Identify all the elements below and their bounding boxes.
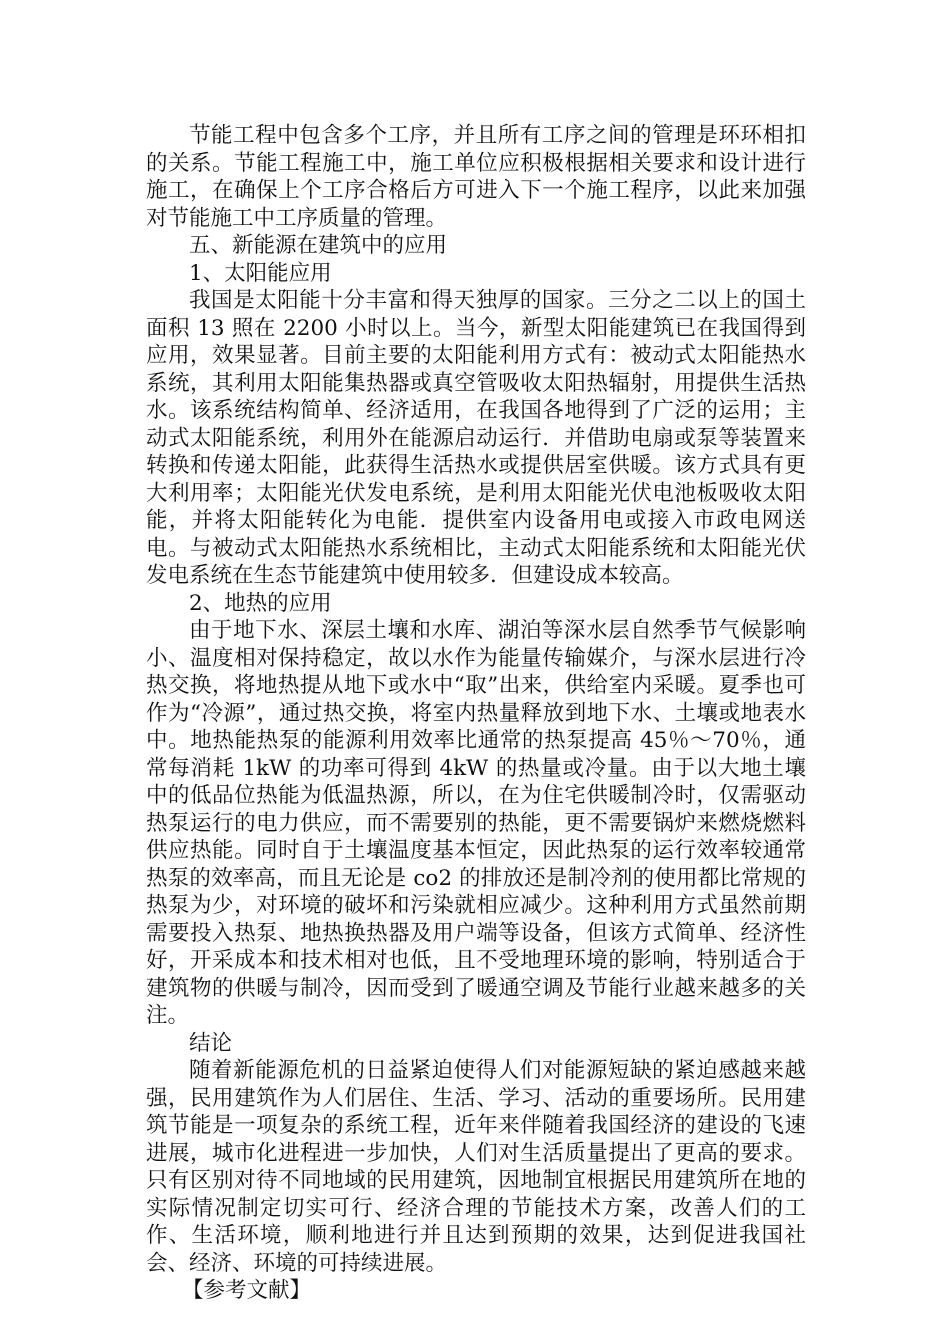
paragraph-solar: 我国是太阳能十分丰富和得天独厚的国家。三分之二以上的国土面积 13 照在 2200 小时以上。当今，新型太阳能建筑已在我国得到应用，效果显著。目前主要的太阳能利用方式有：被动式太阳能热水系统，其利用太阳能集热器或真空管吸收太阳热辐射，用提供生活热水。该系统结构简单、经济适用，在我国各地得到了广泛的运用；主动式太阳能系统，利用外在能源启动运行．并借助电扇或泵等装置来转换和传递太阳能，此获得生活热水或提供居室供暖。该方式具有更大利用率；太阳能光伏发电系统，是利用太阳能光伏电池板吸收太阳能，并将太阳能转化为电能．提供室内设备用电或接入市政电网送电。与被动式太阳能热水系统相比，主动式太阳能系统和太阳能光伏发电系统在生态节能建筑中使用较多．但建设成本较高。 [146, 288, 806, 588]
heading-references: 【参考文献】 [182, 1278, 312, 1303]
paragraph-process-management: 节能工程中包含多个工序，并且所有工序之间的管理是环环相扣的关系。节能工程施工中，施工单位应积极根据相关要求和设计进行施工，在确保上个工序合格后方可进入下一个施工程序，以此来加强对节能施工中工序质量的管理。 [146, 123, 806, 231]
subheading-solar: 1、太阳能应用 [189, 260, 332, 286]
paragraph-conclusion: 随着新能源危机的日益紧迫使得人们对能源短缺的紧迫感越来越强，民用建筑作为人们居住、生活、学习、活动的重要场所。民用建筑节能是一项复杂的系统工程，近年来伴随着我国经济的建设的飞速进展，城市化进程进一步加快，人们对生活质量提出了更高的要求。只有区别对待不同地域的民用建筑，因地制宜根据民用建筑所在地的实际情况制定切实可行、经济合理的节能技术方案，改善人们的工作、生活环境，顺利地进行并且达到预期的效果，达到促进我国社会、经济、环境的可持续进展。 [146, 1058, 806, 1276]
subheading-geothermal: 2、地热的应用 [189, 590, 332, 616]
heading-conclusion: 结论 [189, 1030, 233, 1056]
document-page [146, 122, 806, 1305]
section-heading-new-energy: 五、新能源在建筑中的应用 [189, 233, 448, 258]
paragraph-geothermal: 由于地下水、深层土壤和水库、湖泊等深水层自然季节气候影响小、温度相对保持稳定，故以水作为能量传输媒介，与深水层进行冷热交换，将地热提从地下或水中“取”出来，供给室内采暖。夏季也可作为“冷源”，通过热交换，将室内热量释放到地下水、土壤或地表水中。地热能热泵的能源利用效率比通常的热泵提高 45％～70％，通常每消耗 1kW 的功率可得到 4kW 的热量或冷量。由于以大地土壤中的低品位热能为低温热源，所以，在为住宅供暖制冷时，仅需驱动热泵运行的电力供应，而不需要别的热能，更不需要锅炉来燃烧燃料供应热能。同时自于土壤温度基本恒定，因此热泵的运行效率较通常热泵的效率高，而且无论是 co2 的排放还是制冷剂的使用都比常规的热泵为少，对环境的破坏和污染就相应减少。这种利用方式虽然前期需要投入热泵、地热换热器及用户端等设备，但该方式简单、经济性好，开采成本和技术相对也低，且不受地理环境的影响，特别适合于建筑物的供暖与制冷，因而受到了暖通空调及节能行业越来越多的关注。 [146, 618, 806, 1028]
